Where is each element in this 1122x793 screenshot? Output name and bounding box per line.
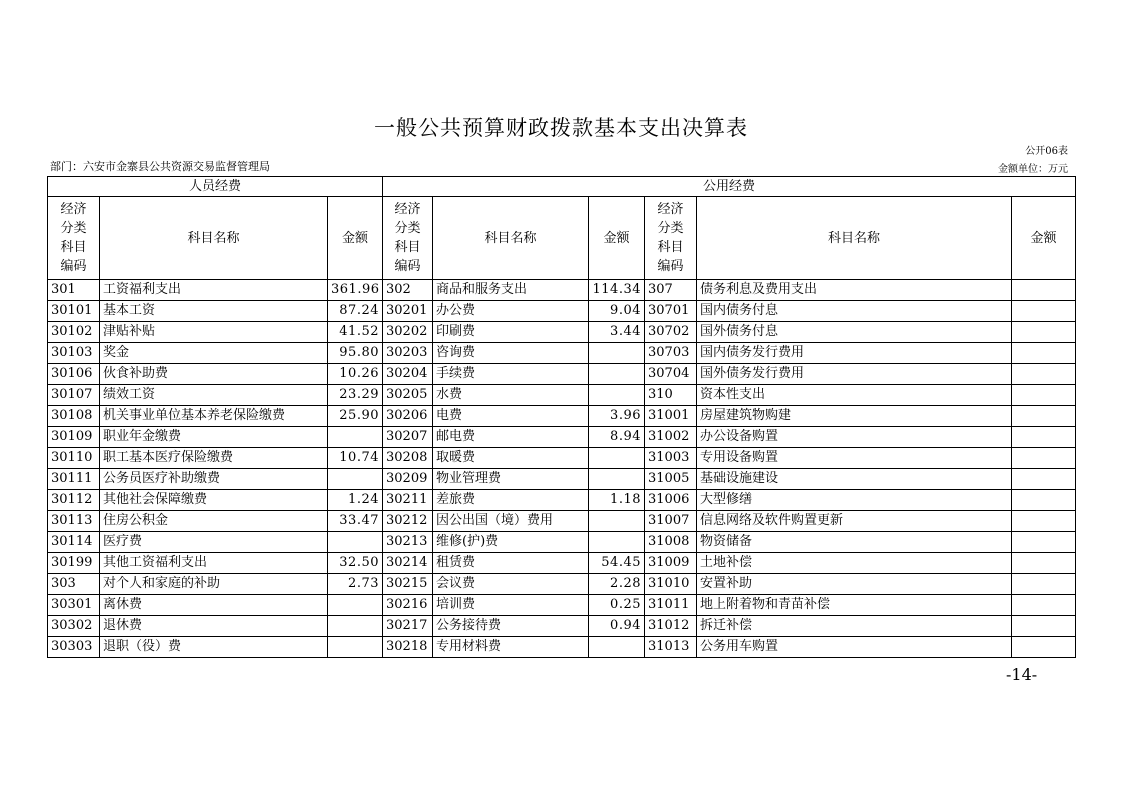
amount — [328, 595, 383, 616]
account-code: 30206 — [383, 406, 433, 427]
amount: 41.52 — [328, 322, 383, 343]
account-name: 对个人和家庭的补助 — [100, 574, 328, 595]
account-name: 地上附着物和青苗补偿 — [697, 595, 1012, 616]
amount: 1.18 — [589, 490, 645, 511]
account-name: 办公设备购置 — [697, 427, 1012, 448]
account-code: 31002 — [645, 427, 697, 448]
account-code: 310 — [645, 385, 697, 406]
amount — [589, 364, 645, 385]
header-code: 经济分类科目编码 — [383, 197, 433, 280]
account-name: 公务用车购置 — [697, 637, 1012, 658]
amount: 23.29 — [328, 385, 383, 406]
account-name: 物资储备 — [697, 532, 1012, 553]
amount — [1012, 637, 1076, 658]
amount — [1012, 427, 1076, 448]
account-name: 咨询费 — [433, 343, 589, 364]
account-name: 会议费 — [433, 574, 589, 595]
account-code: 31008 — [645, 532, 697, 553]
account-code: 30111 — [48, 469, 100, 490]
page-number: -14- — [1006, 665, 1038, 684]
account-code: 31007 — [645, 511, 697, 532]
account-name: 水费 — [433, 385, 589, 406]
account-code: 30107 — [48, 385, 100, 406]
account-name: 取暖费 — [433, 448, 589, 469]
account-code: 30102 — [48, 322, 100, 343]
account-code: 30201 — [383, 301, 433, 322]
account-code: 30211 — [383, 490, 433, 511]
account-name: 其他工资福利支出 — [100, 553, 328, 574]
account-code: 31005 — [645, 469, 697, 490]
account-name: 国外债务付息 — [697, 322, 1012, 343]
account-name: 基本工资 — [100, 301, 328, 322]
account-name: 维修(护)费 — [433, 532, 589, 553]
account-name: 印刷费 — [433, 322, 589, 343]
header-amount: 金额 — [328, 197, 383, 280]
account-code: 30701 — [645, 301, 697, 322]
account-name: 绩效工资 — [100, 385, 328, 406]
amount — [328, 427, 383, 448]
account-code: 31010 — [645, 574, 697, 595]
amount — [589, 532, 645, 553]
amount — [1012, 511, 1076, 532]
amount — [589, 385, 645, 406]
account-code: 30217 — [383, 616, 433, 637]
table-row — [48, 532, 1076, 553]
amount — [1012, 490, 1076, 511]
table-row — [48, 427, 1076, 448]
account-name: 信息网络及软件购置更新 — [697, 511, 1012, 532]
account-name: 退休费 — [100, 616, 328, 637]
table-row — [48, 406, 1076, 427]
account-code: 30204 — [383, 364, 433, 385]
amount — [1012, 469, 1076, 490]
table-row — [48, 637, 1076, 658]
table-row — [48, 574, 1076, 595]
account-code: 30114 — [48, 532, 100, 553]
account-name: 公务员医疗补助缴费 — [100, 469, 328, 490]
amount — [1012, 448, 1076, 469]
amount — [1012, 532, 1076, 553]
account-code: 30108 — [48, 406, 100, 427]
account-code: 30112 — [48, 490, 100, 511]
table-row — [48, 595, 1076, 616]
table-row — [48, 343, 1076, 364]
table-row — [48, 385, 1076, 406]
amount — [1012, 406, 1076, 427]
account-code: 31006 — [645, 490, 697, 511]
amount: 2.28 — [589, 574, 645, 595]
amount — [1012, 280, 1076, 301]
group-public: 公用经费 — [383, 177, 1076, 197]
account-name: 大型修缮 — [697, 490, 1012, 511]
amount: 0.25 — [589, 595, 645, 616]
amount: 2.73 — [328, 574, 383, 595]
account-name: 奖金 — [100, 343, 328, 364]
account-name: 国内债务付息 — [697, 301, 1012, 322]
account-name: 因公出国（境）费用 — [433, 511, 589, 532]
amount — [1012, 364, 1076, 385]
account-name: 机关事业单位基本养老保险缴费 — [100, 406, 328, 427]
account-name: 伙食补助费 — [100, 364, 328, 385]
amount — [1012, 574, 1076, 595]
account-name: 租赁费 — [433, 553, 589, 574]
account-name: 手续费 — [433, 364, 589, 385]
account-name: 拆迁补偿 — [697, 616, 1012, 637]
account-code: 30202 — [383, 322, 433, 343]
account-code: 30214 — [383, 553, 433, 574]
amount: 87.24 — [328, 301, 383, 322]
account-code: 30303 — [48, 637, 100, 658]
account-code: 31009 — [645, 553, 697, 574]
amount: 25.90 — [328, 406, 383, 427]
account-name: 培训费 — [433, 595, 589, 616]
amount — [328, 469, 383, 490]
account-name: 房屋建筑物购建 — [697, 406, 1012, 427]
header-name: 科目名称 — [100, 197, 328, 280]
account-code: 30302 — [48, 616, 100, 637]
account-name: 职业年金缴费 — [100, 427, 328, 448]
account-code: 30106 — [48, 364, 100, 385]
header-amount: 金额 — [589, 197, 645, 280]
amount — [1012, 553, 1076, 574]
account-code: 31013 — [645, 637, 697, 658]
account-name: 退职（役）费 — [100, 637, 328, 658]
department-label: 部门：六安市金寨县公共资源交易监督管理局 — [50, 160, 270, 173]
amount — [1012, 595, 1076, 616]
amount — [1012, 343, 1076, 364]
account-name: 资本性支出 — [697, 385, 1012, 406]
account-code: 303 — [48, 574, 100, 595]
account-code: 30215 — [383, 574, 433, 595]
account-name: 邮电费 — [433, 427, 589, 448]
account-code: 307 — [645, 280, 697, 301]
account-code: 30703 — [645, 343, 697, 364]
account-name: 医疗费 — [100, 532, 328, 553]
amount: 0.94 — [589, 616, 645, 637]
account-code: 30203 — [383, 343, 433, 364]
amount: 9.04 — [589, 301, 645, 322]
amount — [1012, 301, 1076, 322]
form-number: 公开06表 — [1025, 146, 1068, 157]
amount — [328, 532, 383, 553]
group-personnel: 人员经费 — [48, 177, 383, 197]
account-code: 30103 — [48, 343, 100, 364]
account-code: 302 — [383, 280, 433, 301]
account-name: 公务接待费 — [433, 616, 589, 637]
account-code: 30199 — [48, 553, 100, 574]
amount — [589, 448, 645, 469]
amount: 3.44 — [589, 322, 645, 343]
amount: 3.96 — [589, 406, 645, 427]
account-code: 30301 — [48, 595, 100, 616]
account-code: 31001 — [645, 406, 697, 427]
header-code: 经济分类科目编码 — [48, 197, 100, 280]
amount: 114.34 — [589, 280, 645, 301]
account-code: 30213 — [383, 532, 433, 553]
table-row — [48, 511, 1076, 532]
amount — [328, 637, 383, 658]
account-name: 土地补偿 — [697, 553, 1012, 574]
account-code: 30209 — [383, 469, 433, 490]
header-amount: 金额 — [1012, 197, 1076, 280]
amount: 10.26 — [328, 364, 383, 385]
amount: 33.47 — [328, 511, 383, 532]
account-code: 31003 — [645, 448, 697, 469]
account-code: 30704 — [645, 364, 697, 385]
group-header-row — [48, 177, 1076, 197]
account-name: 办公费 — [433, 301, 589, 322]
table-row — [48, 469, 1076, 490]
account-name: 国内债务发行费用 — [697, 343, 1012, 364]
account-code: 30109 — [48, 427, 100, 448]
account-code: 30216 — [383, 595, 433, 616]
amount: 8.94 — [589, 427, 645, 448]
amount — [589, 469, 645, 490]
header-name: 科目名称 — [433, 197, 589, 280]
table-row — [48, 490, 1076, 511]
account-code: 31012 — [645, 616, 697, 637]
amount — [589, 637, 645, 658]
table-row — [48, 448, 1076, 469]
amount — [328, 616, 383, 637]
page-title: 一般公共预算财政拨款基本支出决算表 — [374, 116, 748, 140]
account-name: 离休费 — [100, 595, 328, 616]
table-row — [48, 616, 1076, 637]
account-name: 物业管理费 — [433, 469, 589, 490]
table-row — [48, 301, 1076, 322]
account-name: 住房公积金 — [100, 511, 328, 532]
header-name: 科目名称 — [697, 197, 1012, 280]
account-code: 30702 — [645, 322, 697, 343]
account-name: 国外债务发行费用 — [697, 364, 1012, 385]
amount-unit-label: 金额单位：万元 — [998, 164, 1068, 175]
account-name: 津贴补贴 — [100, 322, 328, 343]
account-code: 30218 — [383, 637, 433, 658]
amount — [589, 343, 645, 364]
expenditure-table — [47, 176, 1076, 658]
account-code: 31011 — [645, 595, 697, 616]
account-code: 30110 — [48, 448, 100, 469]
table-row — [48, 280, 1076, 301]
amount: 54.45 — [589, 553, 645, 574]
table-row — [48, 553, 1076, 574]
account-name: 电费 — [433, 406, 589, 427]
account-code: 301 — [48, 280, 100, 301]
amount: 10.74 — [328, 448, 383, 469]
account-name: 基础设施建设 — [697, 469, 1012, 490]
amount — [1012, 385, 1076, 406]
account-name: 债务利息及费用支出 — [697, 280, 1012, 301]
account-name: 商品和服务支出 — [433, 280, 589, 301]
account-code: 30208 — [383, 448, 433, 469]
header-code: 经济分类科目编码 — [645, 197, 697, 280]
account-name: 安置补助 — [697, 574, 1012, 595]
account-name: 工资福利支出 — [100, 280, 328, 301]
amount: 32.50 — [328, 553, 383, 574]
table-row — [48, 364, 1076, 385]
account-name: 职工基本医疗保险缴费 — [100, 448, 328, 469]
amount — [589, 511, 645, 532]
amount: 95.80 — [328, 343, 383, 364]
account-code: 30205 — [383, 385, 433, 406]
account-name: 其他社会保障缴费 — [100, 490, 328, 511]
account-code: 30212 — [383, 511, 433, 532]
amount: 361.96 — [328, 280, 383, 301]
column-header-row — [48, 197, 1076, 280]
amount — [1012, 322, 1076, 343]
amount — [1012, 616, 1076, 637]
account-name: 专用设备购置 — [697, 448, 1012, 469]
account-code: 30101 — [48, 301, 100, 322]
account-name: 专用材料费 — [433, 637, 589, 658]
amount: 1.24 — [328, 490, 383, 511]
table-row — [48, 322, 1076, 343]
account-code: 30207 — [383, 427, 433, 448]
account-name: 差旅费 — [433, 490, 589, 511]
account-code: 30113 — [48, 511, 100, 532]
